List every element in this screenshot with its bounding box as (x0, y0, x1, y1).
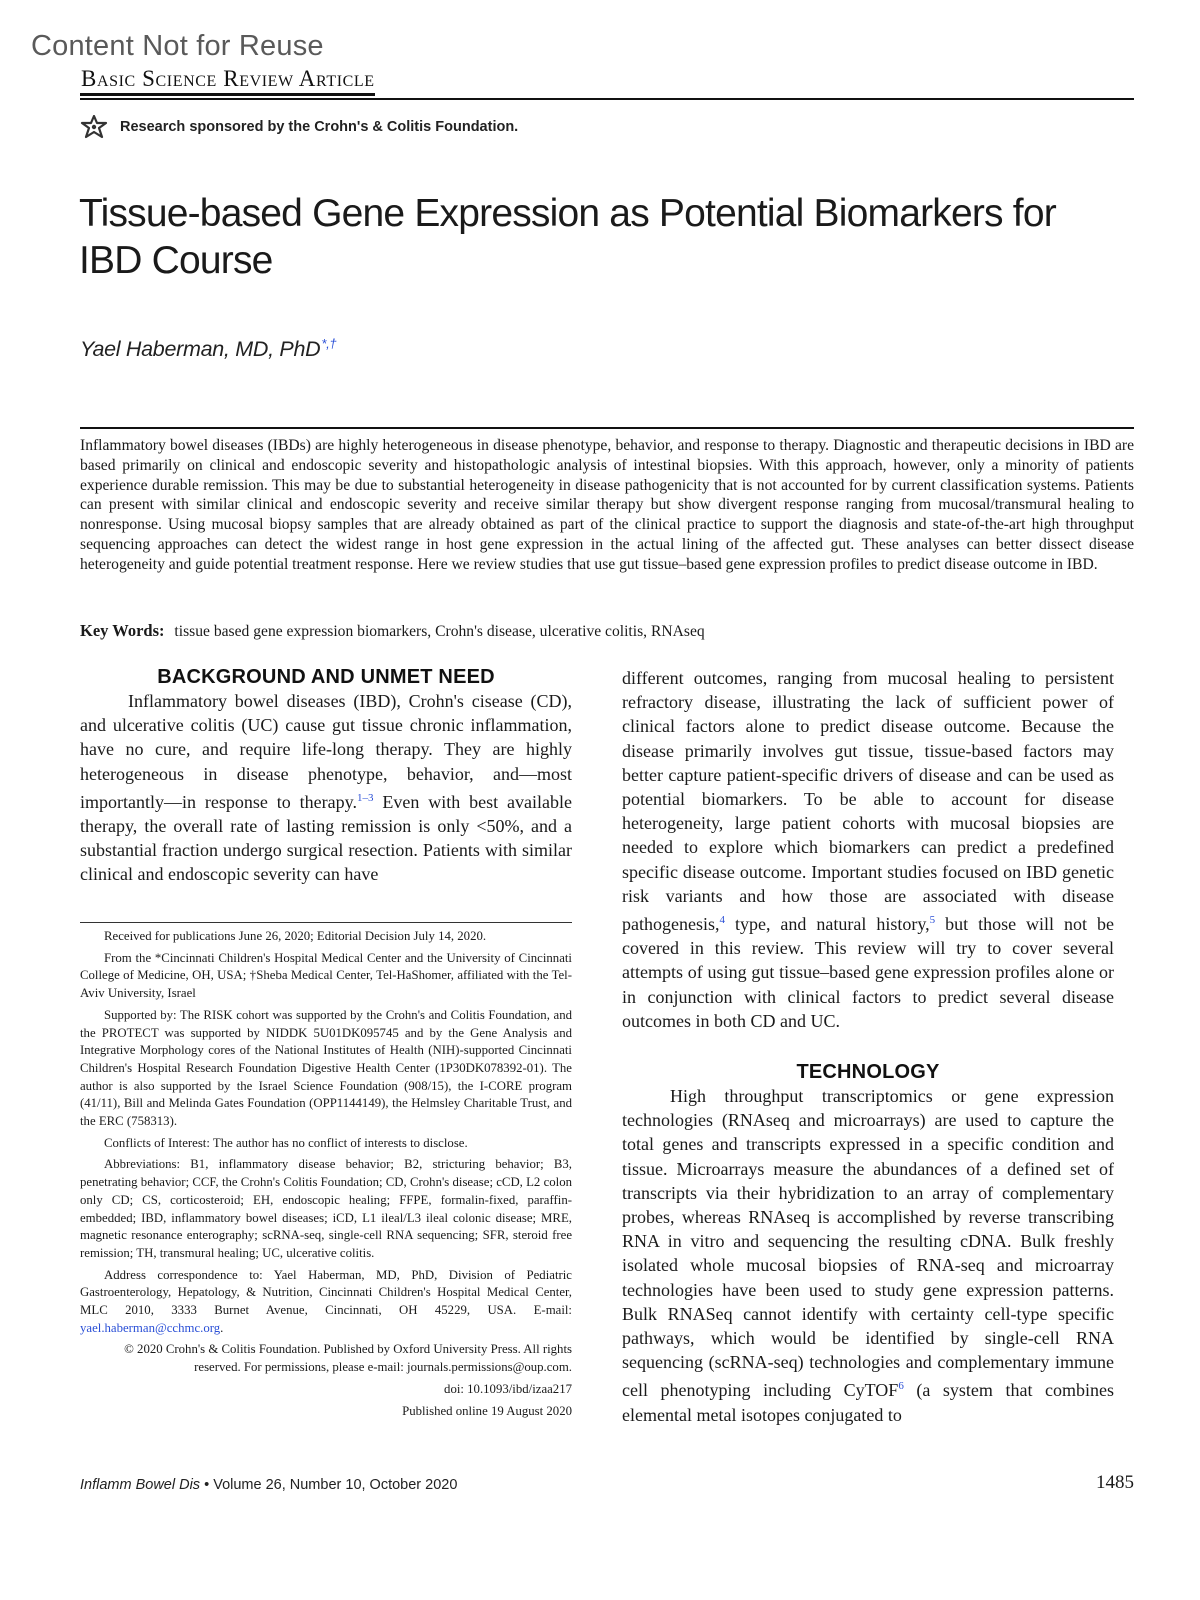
sponsor-text: Research sponsored by the Crohn's & Colitis Foundation. (120, 119, 519, 135)
keywords-text: tissue based gene expression biomarkers, Crohn's disease, ulcerative colitis, RNAseq (174, 623, 705, 640)
background-text-b: Even with best available therapy, the overall rate of lasting remission is only <50%, and a substantial fraction undergo surgical resection. Patients with similar clinical and endoscopic severity can have (80, 791, 572, 885)
correspondence-address: Address correspondence to: Yael Haberman, MD, PhD, Division of Pediatric Gastroenterology, Hepatology, & Nutrition, Cincinnati Children's Hospital Medical Center, MLC 2010, 3333 Burnet Avenue, Cincinnati, OH 45229, USA. E-mail: (80, 1267, 572, 1318)
citation-6[interactable]: 6 (898, 1380, 904, 1393)
technology-paragraph (622, 1084, 1114, 1427)
author-name: Yael Haberman, MD, PhD (80, 337, 321, 361)
footnote-affiliations: From the *Cincinnati Children's Hospital Medical Center and the University of Cincinnati College of Medicine, OH, USA; †Sheba Medical Center, Tel-HaShomer, affiliated with the Tel-Aviv University, Israel (80, 950, 572, 1001)
citation-4[interactable]: 4 (719, 914, 725, 927)
sponsor-line (80, 115, 518, 139)
abstract-rule (80, 427, 1134, 429)
footnote-correspondence (80, 1267, 572, 1338)
journal-citation (80, 1477, 457, 1493)
right-paragraph (622, 666, 1114, 1033)
article-title: Tissue-based Gene Expression as Potential Biomarkers for IBD Course (79, 192, 1056, 282)
footnote-funding: Supported by: The RISK cohort was supported by the Crohn's and Colitis Foundation, and the PROTECT was supported by NIDDK 5U01DK095745 and by the Gene Analysis and Integrative Morphology cores of the National Institutes of Health (NIH)-supported Cincinnati Children's Hospital Research Foundation Digestive Health Center (1P30DK078392-01). The author is also supported by the Israel Science Foundation (908/15), the I-CORE program (41/11), Bill and Melinda Gates Foundation (OPP1144149), the Helmsley Charitable Trust, and the ERC (758313). (80, 1007, 572, 1129)
right-text-c: but those will not be covered in this review. This review will try to cover several attempts of using gut tissue–based gene expression profiles alone or in conjunction with clinical factors to predict several disease outcomes in both CD and UC. (622, 914, 1114, 1031)
technology-text-b: (a system that combines elemental metal isotopes conjugated to (622, 1380, 1114, 1425)
right-text-b: type, and natural history, (724, 914, 930, 935)
background-heading: BACKGROUND AND UNMET NEED (157, 666, 495, 688)
email-link[interactable]: yael.haberman@cchmc.org (80, 1320, 221, 1335)
watermark: Content Not for Reuse (31, 30, 324, 62)
right-column (622, 666, 1114, 1427)
background-paragraph (80, 689, 572, 887)
page-number: 1485 (1096, 1472, 1134, 1493)
technology-heading: TECHNOLOGY (796, 1061, 940, 1084)
footnote-published: Published online 19 August 2020 (402, 1403, 572, 1418)
citation-5[interactable]: 5 (929, 914, 936, 927)
left-column (80, 666, 572, 887)
keywords-label: Key Words: (80, 621, 165, 640)
header-rule (80, 98, 1134, 100)
footnote-doi: doi: 10.1093/ibd/izaa217 (444, 1381, 572, 1396)
abstract: Inflammatory bowel diseases (IBDs) are highly heterogeneous in disease phenotype, behavior, and response to therapy. Diagnostic and therapeutic decisions in IBD are based primarily on clinical and endoscopic severity and histopathologic analysis of intestinal biopsies. With this approach, however, only a minority of patients experience durable remission. This may be due to substantial heterogeneity in disease pathogenicity that is not accounted for by current classification systems. Patients can present with similar clinical and endoscopic severity and receive similar therapy but show divergent response ranging from mucosal/transmural healing to nonresponse. Using mucosal biopsy samples that are already obtained as part of the clinical practice to support the diagnosis and state-of-the-art high throughput sequencing approaches can detect the widest range in host gene expression in the actual lining of the affected gut. These analyses can better dissect disease heterogeneity and guide potential treatment response. Here we review studies that use gut tissue–based gene expression profiles to predict disease outcome in IBD. (80, 437, 1134, 573)
puzzle-star-icon (80, 115, 108, 139)
technology-text-a: High throughput transcriptomics or gene expression technologies (RNAseq and microarrays) are used to capture the total genes and transcripts expressed in a specific condition and tissue. Microarrays measure the abundances of a defined set of transcripts via their hybridization to an array of complementary probes, whereas RNAseq is accomplished by reverse transcribing RNA in vitro and sequencing the resulting cDNA. Bulk freshly isolated whole mucosal biopsies of RNA-seq and microarray technologies have been used to study gene expression patterns. Bulk RNASeq cannot identify with certainty cell-type specific pathways, which would be identified by single-cell RNA sequencing (scRNA-seq) technologies and complementary immune cell phenotyping including CyTOF (622, 1086, 1114, 1401)
correspondence-end: . (220, 1320, 224, 1335)
footnote-rule (80, 922, 572, 923)
footnotes (80, 928, 572, 1424)
footnote-conflicts: Conflicts of Interest: The author has no conflict of interests to disclose. (104, 1135, 468, 1150)
section-header (80, 66, 1130, 96)
journal-issue: • Volume 26, Number 10, October 2020 (200, 1477, 458, 1493)
citation-1-3[interactable]: 1–3 (356, 791, 374, 804)
background-text-a: Inflammatory bowel diseases (IBD), Crohn's cisease (CD), and ulcerative colitis (UC) cause gut tissue chronic inflammation, have no cure, and require life-long therapy. They are highly heterogeneous in disease phenotype, behavior, and—most importantly—in response to therapy. (80, 691, 572, 812)
page-footer (80, 1472, 1134, 1494)
footnote-received: Received for publications June 26, 2020; Editorial Decision July 14, 2020. (104, 929, 487, 943)
footnote-abbreviations: Abbreviations: B1, inflammatory disease behavior; B2, stricturing behavior; B3, penetrating behavior; CCF, the Crohn's Colitis Foundation; CD, Crohn's disease; cCD, L2 colon only CD; CS, corticosteroid; EH, endoscopic healing; FFPE, formalin-fixed, paraffin-embedded; IBD, inflammatory bowel diseases; iCD, L1 ileal/L3 ileal colonic disease; MRE, magnetic resonance enterography; scRNA-seq, single-cell RNA sequencing; SFR, steroid free remission; TH, transmural healing; UC, ulcerative colitis. (80, 1157, 572, 1260)
author-affiliation-marks[interactable]: *,† (321, 336, 337, 351)
right-text-a: different outcomes, ranging from mucosal healing to persistent refractory disease, illustrating the lack of sufficient power of clinical factors alone to predict disease outcome. Because the disease primarily involves gut tissue, tissue-based factors may better capture patient-specific drivers of disease and can be used as potential biomarkers. To be able to account for disease heterogeneity, large patient cohorts with mucosal biopsies are needed to explore which biomarkers can predict a predefined specific disease outcome. Important studies focused on IBD genetic risk variants and how those are associated with disease pathogenesis, (622, 668, 1114, 935)
article-type-label: Basic Science Review Article (80, 66, 375, 96)
author-line (80, 336, 336, 362)
journal-name: Inflamm Bowel Dis (80, 1477, 201, 1493)
footnote-copyright: © 2020 Crohn's & Colitis Foundation. Published by Oxford University Press. All rights reserved. For permissions, please e-mail: journals.permissions@oup.com. (124, 1342, 572, 1375)
keywords (80, 621, 705, 641)
